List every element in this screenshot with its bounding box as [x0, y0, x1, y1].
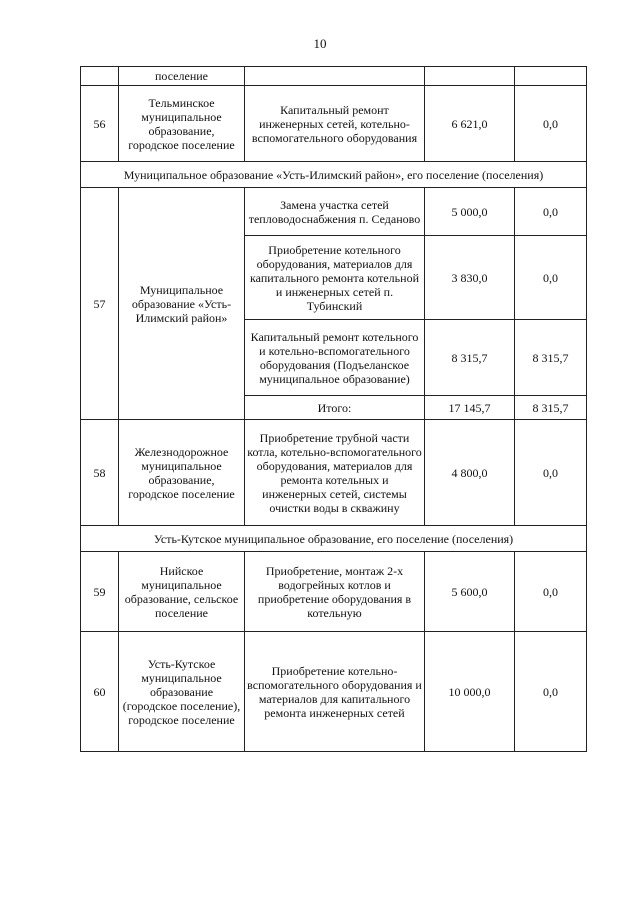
entity-cell: Муниципальное образование «Усть-Илимский район»: [119, 188, 245, 420]
row-number-cell: 57: [81, 188, 119, 420]
amount-cell: 3 830,0: [425, 236, 515, 320]
description-cell: Замена участка сетей тепловодоснабжения п. Седаново: [245, 188, 425, 236]
description-cell: Приобретение котельного оборудования, материалов для капитального ремонта котельной и инженерных сетей п. Тубинский: [245, 236, 425, 320]
section-title: Муниципальное образование «Усть-Илимский район», его поселение (поселения): [81, 162, 587, 188]
amount2-cell: 8 315,7: [515, 320, 587, 396]
description-cell: Капитальный ремонт котельного и котельно-вспомогательного оборудования (Подъеланское муниципальное образование): [245, 320, 425, 396]
amount2-cell: 0,0: [515, 188, 587, 236]
page-number: 10: [313, 36, 327, 51]
row-number-cell: 59: [81, 552, 119, 632]
amount2-cell: 0,0: [515, 552, 587, 632]
total-label: Итого:: [245, 396, 425, 420]
section-row: [81, 162, 587, 188]
row-number-cell: [81, 67, 119, 86]
entity-cell: Нийское муниципальное образование, сельское поселение: [119, 552, 245, 632]
entity-cell: Усть-Кутское муниципальное образование (городское поселение), городское поселение: [119, 632, 245, 752]
entity-cell: Железнодорожное муниципальное образование, городское поселение: [119, 420, 245, 526]
table-row: [81, 67, 587, 86]
amount-cell: 4 800,0: [425, 420, 515, 526]
table-row: [81, 552, 587, 632]
total-amount2: 8 315,7: [515, 396, 587, 420]
amount2-cell: 0,0: [515, 236, 587, 320]
amount2-cell: [515, 67, 587, 86]
section-row: [81, 526, 587, 552]
description-cell: Капитальный ремонт инженерных сетей, котельно-вспомогательного оборудования: [245, 86, 425, 162]
description-cell: Приобретение, монтаж 2-х водогрейных котлов и приобретение оборудования в котельную: [245, 552, 425, 632]
description-cell: Приобретение котельно-вспомогательного оборудования и материалов для капитального ремонта инженерных сетей: [245, 632, 425, 752]
table-row: [81, 420, 587, 526]
row-number-cell: 58: [81, 420, 119, 526]
table-row: [81, 632, 587, 752]
table-row: [81, 86, 587, 162]
funding-table: [80, 66, 587, 752]
section-title: Усть-Кутское муниципальное образование, его поселение (поселения): [81, 526, 587, 552]
amount-cell: 5 600,0: [425, 552, 515, 632]
description-cell: Приобретение трубной части котла, котельно-вспомогательного оборудования, материалов для ремонта котельных и инженерных сетей, системы очистки воды в скважину: [245, 420, 425, 526]
total-amount: 17 145,7: [425, 396, 515, 420]
table-row: [81, 188, 587, 236]
amount-cell: 10 000,0: [425, 632, 515, 752]
amount-cell: 5 000,0: [425, 188, 515, 236]
amount-cell: [425, 67, 515, 86]
description-cell: [245, 67, 425, 86]
row-number-cell: 56: [81, 86, 119, 162]
amount2-cell: 0,0: [515, 420, 587, 526]
amount2-cell: 0,0: [515, 86, 587, 162]
amount2-cell: 0,0: [515, 632, 587, 752]
entity-cell: поселение: [119, 67, 245, 86]
entity-cell: Тельминское муниципальное образование, городское поселение: [119, 86, 245, 162]
amount-cell: 6 621,0: [425, 86, 515, 162]
amount-cell: 8 315,7: [425, 320, 515, 396]
row-number-cell: 60: [81, 632, 119, 752]
